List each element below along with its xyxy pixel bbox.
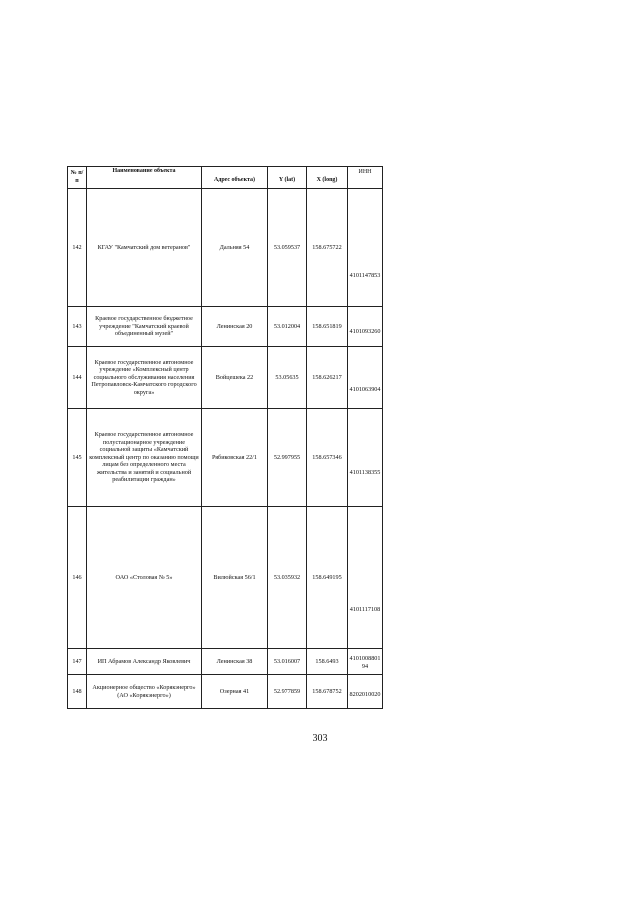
row-name: Краевое государственное автономное учреждение «Комплексный центр социального обслуживания населения Петропавловск-Камчатского городского округа» [87, 347, 202, 409]
row-num: 144 [68, 347, 87, 409]
row-lat: 53.035932 [268, 507, 307, 649]
row-lat: 52.997955 [268, 409, 307, 507]
row-inn: 4101117108 [348, 507, 383, 649]
row-lat: 53.016007 [268, 649, 307, 675]
objects-table [67, 166, 383, 709]
row-name: ИП Абрамов Александр Яковлевич [87, 649, 202, 675]
row-inn: 4101093260 [348, 307, 383, 347]
row-lon: 158.678752 [307, 675, 348, 709]
table-row [68, 409, 383, 507]
row-name: КГАУ "Камчатский дом ветеранов" [87, 189, 202, 307]
row-num: 146 [68, 507, 87, 649]
row-lon: 158.649195 [307, 507, 348, 649]
row-lat: 53.059537 [268, 189, 307, 307]
table-row [68, 649, 383, 675]
row-inn: 4101147853 [348, 189, 383, 307]
header-address: Адрес объекта) [202, 167, 268, 189]
table-row [68, 507, 383, 649]
header-lon: X (long) [307, 167, 348, 189]
row-name: Акционерное общество «Корякэнерго» (АО «Корякэнерго») [87, 675, 202, 709]
row-address: Дальняя 54 [202, 189, 268, 307]
row-address: Озерная 41 [202, 675, 268, 709]
row-lon: 158.6493 [307, 649, 348, 675]
row-inn: 410100880194 [348, 649, 383, 675]
table-row [68, 347, 383, 409]
table-header-row [68, 167, 383, 189]
table-row [68, 307, 383, 347]
table-row [68, 675, 383, 709]
row-lon: 158.675722 [307, 189, 348, 307]
row-address: Вилюйская 56/1 [202, 507, 268, 649]
row-num: 142 [68, 189, 87, 307]
row-lat: 53.012004 [268, 307, 307, 347]
row-num: 148 [68, 675, 87, 709]
row-lon: 158.657346 [307, 409, 348, 507]
row-num: 143 [68, 307, 87, 347]
row-address: Ленинская 20 [202, 307, 268, 347]
header-name: Наименование объекта [87, 167, 202, 189]
row-num: 147 [68, 649, 87, 675]
row-address: Рябиковская 22/1 [202, 409, 268, 507]
page-number: 303 [312, 733, 328, 744]
row-inn: 4101138355 [348, 409, 383, 507]
row-name: Краевое государственное бюджетное учреждение "Камчатский краевой объединенный музей" [87, 307, 202, 347]
table-row [68, 189, 383, 307]
header-num: № п/п [68, 167, 87, 189]
header-inn: ИНН [348, 167, 383, 189]
row-inn: 4101063904 [348, 347, 383, 409]
row-address: Ленинская 38 [202, 649, 268, 675]
row-lat: 53.05635 [268, 347, 307, 409]
header-lat: Y (lat) [268, 167, 307, 189]
row-lat: 52.977859 [268, 675, 307, 709]
row-num: 145 [68, 409, 87, 507]
row-lon: 158.651819 [307, 307, 348, 347]
row-name: ОАО «Столовая № 5» [87, 507, 202, 649]
row-lon: 158.626217 [307, 347, 348, 409]
row-name: Краевое государственное автономное полустационарное учреждение социальной защиты «Камчатский комплексный центр по оказанию помощи лицам без определенного места жительства и занятий и социальной реабилитации граждан» [87, 409, 202, 507]
row-address: Войцешека 22 [202, 347, 268, 409]
row-inn: 8202010020 [348, 675, 383, 709]
